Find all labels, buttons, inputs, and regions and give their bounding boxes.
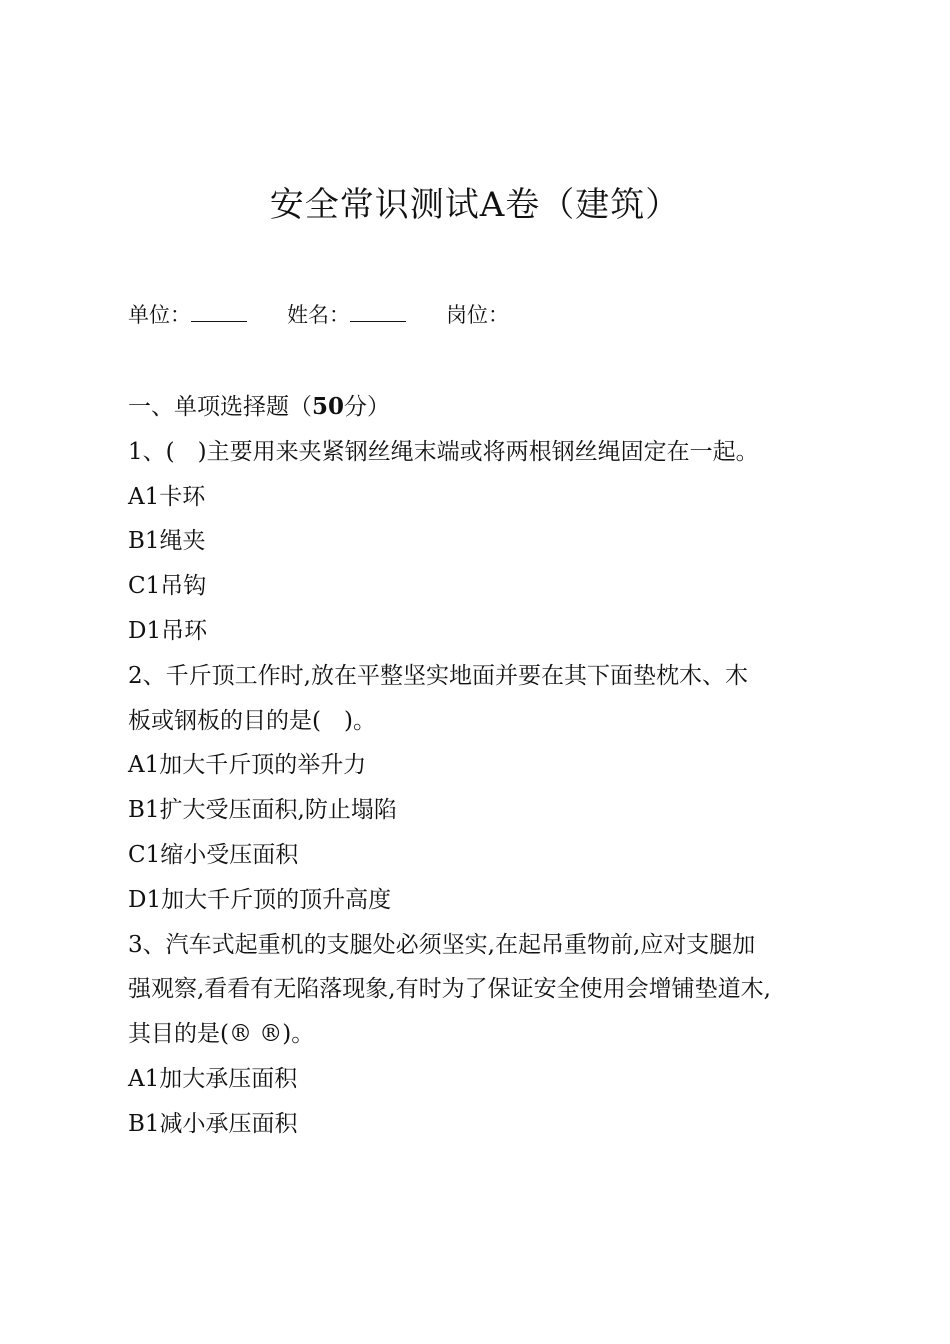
question-stem: 2、千斤顶工作时,放在平整坚实地面并要在其下面垫枕木、木 xyxy=(128,662,748,689)
unit-label: 单位： xyxy=(128,303,191,327)
section-heading-suffix: 分） xyxy=(344,394,391,420)
question-stem-continued: 板或钢板的目的是( )。 xyxy=(128,707,376,734)
option-b[interactable]: B1减小承压面积 xyxy=(128,1110,298,1137)
option-d[interactable]: D1加大千斤顶的顶升高度 xyxy=(128,886,392,913)
section-heading-prefix: 一、单项选择题（ xyxy=(128,394,312,420)
option-c[interactable]: C1缩小受压面积 xyxy=(128,841,299,868)
question-stem-continued: 其目的是(® ®)。 xyxy=(128,1021,315,1048)
question-stem-continued: 强观察,看看有无陷落现象,有时为了保证安全使用会增铺垫道木, xyxy=(128,976,771,1003)
section-score: 50 xyxy=(312,393,345,420)
unit-field[interactable] xyxy=(191,299,247,322)
question-stem: 3、汽车式起重机的支腿处必须坚实,在起吊重物前,应对支腿加 xyxy=(128,931,756,958)
name-label: 姓名： xyxy=(287,303,350,327)
name-field[interactable] xyxy=(350,299,406,322)
post-label: 岗位： xyxy=(446,303,509,327)
question-stem: 1、( )主要用来夹紧钢丝绳末端或将两根钢丝绳固定在一起。 xyxy=(128,438,759,465)
option-a[interactable]: A1卡环 xyxy=(128,483,206,510)
question-2 xyxy=(128,654,828,923)
section-heading xyxy=(128,385,828,430)
page-title: 安全常识测试A卷（建筑） xyxy=(269,185,681,225)
option-a[interactable]: A1加大承压面积 xyxy=(128,1065,298,1092)
option-b[interactable]: B1扩大受压面积,防止塌陷 xyxy=(128,797,397,824)
option-a[interactable]: A1加大千斤顶的举升力 xyxy=(128,752,367,779)
option-c[interactable]: C1吊钩 xyxy=(128,573,207,600)
option-b[interactable]: B1绳夹 xyxy=(128,528,206,555)
question-list xyxy=(128,385,828,1147)
question-1 xyxy=(128,430,828,654)
option-d[interactable]: D1吊环 xyxy=(128,617,208,644)
respondent-info xyxy=(128,298,509,332)
question-3 xyxy=(128,923,828,1147)
